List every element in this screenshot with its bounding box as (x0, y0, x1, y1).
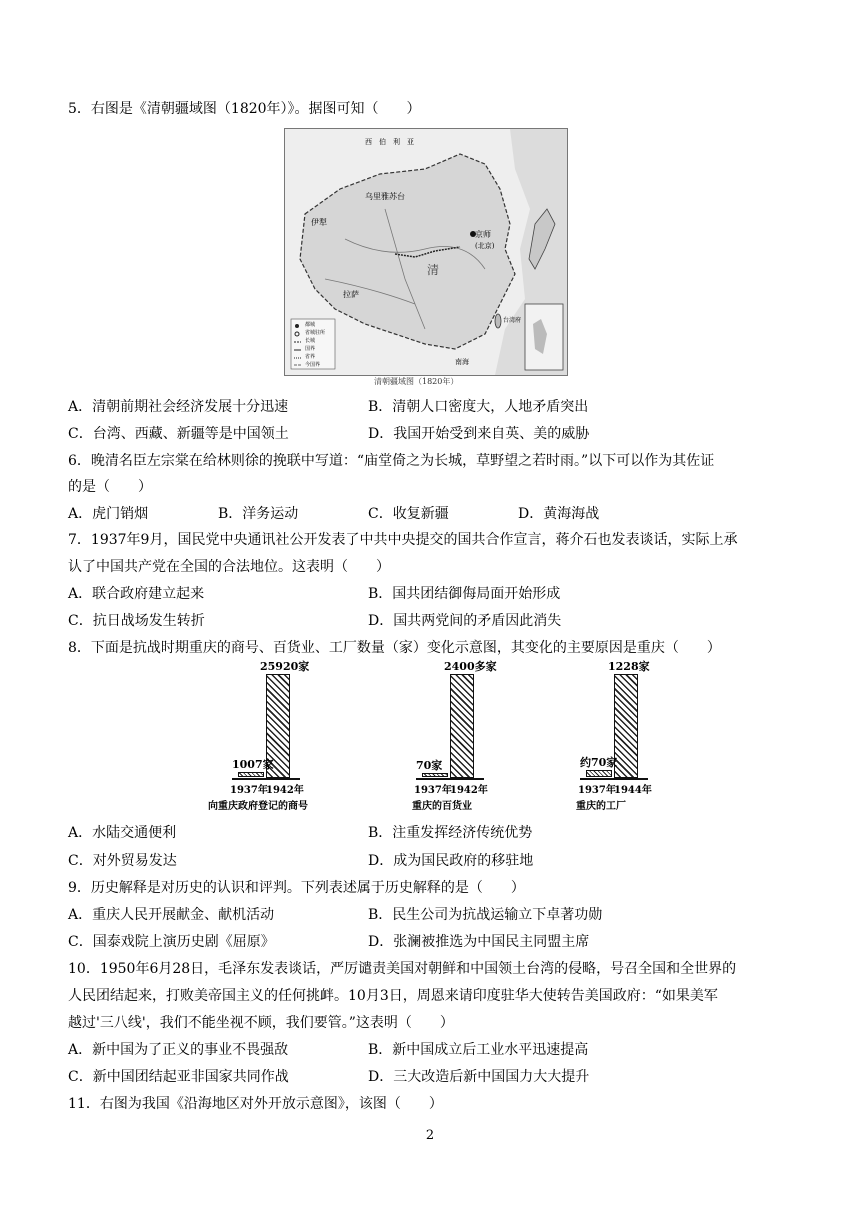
q9-option-b[interactable]: B．民生公司为抗战运输立下卓著功勋 (368, 907, 603, 923)
map-drawing (285, 129, 567, 375)
q8-option-b[interactable]: B．注重发挥经济传统优势 (368, 825, 533, 841)
q7-stem-line2: 认了中国共产党在全国的合法地位。这表明（ ） (68, 559, 390, 575)
q6-stem-line2: 的是（ ） (68, 479, 152, 495)
chart-title: 重庆的工厂 (576, 801, 626, 812)
value-label: 1228家 (608, 660, 650, 673)
value-label: 1007家 (232, 758, 274, 771)
page-number: 2 (425, 1128, 435, 1143)
category-label: 1937年 (414, 785, 452, 796)
map-label-beijing-sub: (北京) (475, 242, 495, 250)
q8-option-c[interactable]: C．对外贸易发达 (68, 853, 177, 869)
q7-option-c[interactable]: C．抗日战场发生转折 (68, 613, 205, 629)
map-label-qing: 清 (427, 263, 440, 277)
map-legend (305, 321, 325, 369)
bar-1-1937 (238, 772, 264, 777)
value-label: 70家 (416, 759, 443, 772)
map-caption: 清朝疆域图（1820年） (374, 377, 459, 386)
q8-option-a[interactable]: A．水陆交通便利 (68, 825, 177, 841)
value-label: 2400多家 (444, 660, 497, 673)
legend-item: 长城 (305, 338, 316, 344)
map-label-north: 西 伯 利 亚 (365, 138, 414, 146)
q5-option-d[interactable]: D．我国开始受到来自英、美的威胁 (368, 426, 590, 442)
category-label: 1937年 (578, 785, 616, 796)
chart-axis (580, 778, 648, 780)
bar-3-later (614, 674, 638, 778)
category-label: 1937年 (230, 785, 268, 796)
bar-3-1937 (586, 770, 612, 777)
qing-territory-map (284, 128, 568, 376)
q7-stem-line1: 7．1937年9月，国民党中央通讯社公开发表了中共中央提交的国共合作宣言，蒋介石也发表谈话，实际上承 (68, 532, 738, 548)
q11-stem: 11．右图为我国《沿海地区对外开放示意图》，该图（ ） (68, 1096, 443, 1112)
legend-item: 省界 (305, 354, 316, 360)
map-label-taiwan: 台湾府 (503, 317, 522, 324)
legend-item: 今国界 (305, 362, 321, 368)
legend-item: 省城驻所 (305, 330, 326, 336)
q9-stem: 9．历史解释是对历史的认识和评判。下列表述属于历史解释的是（ ） (68, 880, 525, 896)
bar-2-later (450, 674, 474, 778)
q5-stem: 5．右图是《清朝疆域图（1820年）》。据图可知（ ） (68, 101, 421, 117)
category-label: 1942年 (450, 785, 488, 796)
q8-option-d[interactable]: D．成为国民政府的移驻地 (368, 853, 534, 869)
chart-axis (232, 778, 300, 780)
chart-axis (416, 778, 484, 780)
q7-option-a[interactable]: A．联合政府建立起来 (68, 586, 205, 602)
q9-option-a[interactable]: A．重庆人民开展献金、献机活动 (68, 907, 275, 923)
q10-stem-line3: 越过'三八线'，我们不能坐视不顾，我们要管。”这表明（ ） (68, 1015, 454, 1031)
q8-stem: 8．下面是抗战时期重庆的商号、百货业、工厂数量（家）变化示意图，其变化的主要原因是重庆（ ） (68, 640, 721, 656)
bar-2-1937 (422, 773, 448, 777)
value-label: 25920家 (260, 660, 310, 673)
q6-option-c[interactable]: C．收复新疆 (368, 506, 449, 522)
q7-option-b[interactable]: B．国共团结御侮局面开始形成 (368, 586, 561, 602)
q10-stem-line1: 10．1950年6月28日，毛泽东发表谈话，严厉谴责美国对朝鲜和中国领土台湾的侵略，号召全国和全世界的 (68, 961, 737, 977)
value-label: 约70家 (580, 756, 618, 769)
q6-option-a[interactable]: A．虎门销烟 (68, 506, 149, 522)
legend-item: 国界 (305, 346, 316, 352)
q10-option-c[interactable]: C．新中国团结起亚非国家共同作战 (68, 1069, 289, 1085)
category-label: 1944年 (614, 785, 652, 796)
q9-option-c[interactable]: C．国泰戏院上演历史剧《屈原》 (68, 934, 275, 950)
q7-option-d[interactable]: D．国共两党间的矛盾因此消失 (368, 613, 562, 629)
q5-option-b[interactable]: B．清朝人口密度大，人地矛盾突出 (368, 399, 589, 415)
chart-title: 重庆的百货业 (412, 801, 472, 812)
q5-option-c[interactable]: C．台湾、西藏、新疆等是中国领土 (68, 426, 289, 442)
category-label: 1942年 (266, 785, 304, 796)
map-label-tibet: 拉萨 (343, 290, 359, 299)
q6-stem-line1: 6．晚清名臣左宗棠在给林则徐的挽联中写道：“庙堂倚之为长城，草野望之若时雨。”以下可以作为其佐证 (68, 453, 715, 469)
q10-option-b[interactable]: B．新中国成立后工业水平迅速提高 (368, 1042, 589, 1058)
q10-stem-line2: 人民团结起来，打败美帝国主义的任何挑衅。10月3日，周恩来请印度驻华大使转告美国政府：“如果美军 (68, 988, 718, 1004)
map-label-uliastai: 乌里雅苏台 (365, 192, 405, 201)
map-label-ili: 伊犁 (311, 218, 327, 227)
q6-option-d[interactable]: D．黄海海战 (518, 506, 600, 522)
map-label-south-sea: 南海 (455, 358, 469, 366)
q6-option-b[interactable]: B．洋务运动 (218, 506, 299, 522)
q10-option-a[interactable]: A．新中国为了正义的事业不畏强敌 (68, 1042, 289, 1058)
q5-option-a[interactable]: A．清朝前期社会经济发展十分迅速 (68, 399, 289, 415)
q10-option-d[interactable]: D．三大改造后新中国国力大大提升 (368, 1069, 590, 1085)
map-label-beijing: 京师 (475, 230, 491, 239)
q9-option-d[interactable]: D．张澜被推选为中国民主同盟主席 (368, 934, 590, 950)
legend-item: 都城 (305, 322, 316, 328)
chart-title: 向重庆政府登记的商号 (208, 801, 308, 812)
